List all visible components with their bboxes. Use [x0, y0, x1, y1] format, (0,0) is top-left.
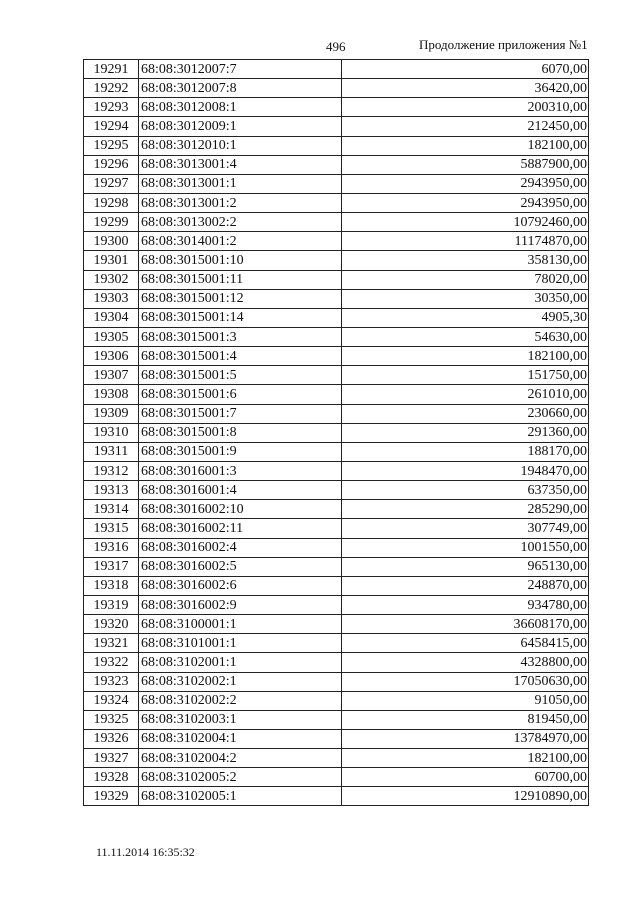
row-number-cell: 19315 [84, 519, 139, 538]
cadastral-value-cell: 6070,00 [342, 60, 589, 79]
row-number-cell: 19294 [84, 117, 139, 136]
cadastral-number-cell: 68:08:3016002:11 [139, 519, 342, 538]
cadastral-value-cell: 358130,00 [342, 251, 589, 270]
row-number-cell: 19304 [84, 308, 139, 327]
cadastral-value-cell: 2943950,00 [342, 174, 589, 193]
cadastral-number-cell: 68:08:3016002:9 [139, 595, 342, 614]
table-row [84, 366, 589, 385]
cadastral-number-cell: 68:08:3102004:1 [139, 729, 342, 748]
row-number-cell: 19307 [84, 366, 139, 385]
cadastral-number-cell: 68:08:3016002:5 [139, 557, 342, 576]
cadastral-number-cell: 68:08:3015001:12 [139, 289, 342, 308]
row-number-cell: 19313 [84, 481, 139, 500]
cadastral-number-cell: 68:08:3015001:3 [139, 327, 342, 346]
cadastral-number-cell: 68:08:3101001:1 [139, 634, 342, 653]
cadastral-number-cell: 68:08:3016001:3 [139, 461, 342, 480]
table-row [84, 691, 589, 710]
row-number-cell: 19303 [84, 289, 139, 308]
row-number-cell: 19291 [84, 60, 139, 79]
table-row [84, 442, 589, 461]
table-row [84, 672, 589, 691]
table-row [84, 557, 589, 576]
row-number-cell: 19319 [84, 595, 139, 614]
row-number-cell: 19300 [84, 232, 139, 251]
table-row [84, 576, 589, 595]
cadastral-value-cell: 36420,00 [342, 79, 589, 98]
cadastral-value-cell: 1001550,00 [342, 538, 589, 557]
table-row [84, 308, 589, 327]
table-row [84, 347, 589, 366]
cadastral-value-cell: 30350,00 [342, 289, 589, 308]
cadastral-number-cell: 68:08:3012007:7 [139, 60, 342, 79]
row-number-cell: 19329 [84, 787, 139, 806]
row-number-cell: 19326 [84, 729, 139, 748]
row-number-cell: 19295 [84, 136, 139, 155]
table-row [84, 213, 589, 232]
cadastral-number-cell: 68:08:3100001:1 [139, 615, 342, 634]
cadastral-number-cell: 68:08:3015001:14 [139, 308, 342, 327]
cadastral-number-cell: 68:08:3012010:1 [139, 136, 342, 155]
table-row [84, 481, 589, 500]
table-row [84, 595, 589, 614]
cadastral-value-cell: 91050,00 [342, 691, 589, 710]
cadastral-number-cell: 68:08:3102004:2 [139, 749, 342, 768]
table-row [84, 634, 589, 653]
cadastral-value-cell: 4328800,00 [342, 653, 589, 672]
row-number-cell: 19302 [84, 270, 139, 289]
table-row [84, 193, 589, 212]
cadastral-value-cell: 182100,00 [342, 136, 589, 155]
row-number-cell: 19296 [84, 155, 139, 174]
cadastral-number-cell: 68:08:3102001:1 [139, 653, 342, 672]
table-row [84, 327, 589, 346]
table-row [84, 729, 589, 748]
cadastral-value-cell: 188170,00 [342, 442, 589, 461]
cadastral-value-cell: 965130,00 [342, 557, 589, 576]
table-row [84, 519, 589, 538]
row-number-cell: 19310 [84, 423, 139, 442]
cadastral-number-cell: 68:08:3013001:4 [139, 155, 342, 174]
cadastral-value-cell: 261010,00 [342, 385, 589, 404]
row-number-cell: 19311 [84, 442, 139, 461]
row-number-cell: 19327 [84, 749, 139, 768]
row-number-cell: 19306 [84, 347, 139, 366]
cadastral-number-cell: 68:08:3012007:8 [139, 79, 342, 98]
cadastral-number-cell: 68:08:3015001:9 [139, 442, 342, 461]
row-number-cell: 19328 [84, 768, 139, 787]
cadastral-value-cell: 182100,00 [342, 347, 589, 366]
cadastral-value-cell: 934780,00 [342, 595, 589, 614]
row-number-cell: 19323 [84, 672, 139, 691]
cadastral-value-cell: 291360,00 [342, 423, 589, 442]
cadastral-value-cell: 11174870,00 [342, 232, 589, 251]
cadastral-value-cell: 13784970,00 [342, 729, 589, 748]
table-row [84, 117, 589, 136]
cadastral-number-cell: 68:08:3013001:1 [139, 174, 342, 193]
cadastral-value-cell: 819450,00 [342, 710, 589, 729]
cadastral-value-cell: 248870,00 [342, 576, 589, 595]
cadastral-value-cell: 230660,00 [342, 404, 589, 423]
cadastral-value-cell: 10792460,00 [342, 213, 589, 232]
row-number-cell: 19299 [84, 213, 139, 232]
cadastral-number-cell: 68:08:3015001:6 [139, 385, 342, 404]
table-row [84, 404, 589, 423]
row-number-cell: 19318 [84, 576, 139, 595]
row-number-cell: 19305 [84, 327, 139, 346]
table-row [84, 155, 589, 174]
cadastral-value-cell: 36608170,00 [342, 615, 589, 634]
cadastral-number-cell: 68:08:3016002:4 [139, 538, 342, 557]
cadastral-value-cell: 182100,00 [342, 749, 589, 768]
cadastral-number-cell: 68:08:3013001:2 [139, 193, 342, 212]
table-row [84, 174, 589, 193]
row-number-cell: 19320 [84, 615, 139, 634]
table-row [84, 461, 589, 480]
row-number-cell: 19322 [84, 653, 139, 672]
row-number-cell: 19309 [84, 404, 139, 423]
table-row [84, 79, 589, 98]
table-row [84, 653, 589, 672]
table-row [84, 710, 589, 729]
cadastral-number-cell: 68:08:3102002:2 [139, 691, 342, 710]
table-row [84, 749, 589, 768]
cadastral-number-cell: 68:08:3102005:2 [139, 768, 342, 787]
row-number-cell: 19314 [84, 500, 139, 519]
cadastral-number-cell: 68:08:3014001:2 [139, 232, 342, 251]
row-number-cell: 19321 [84, 634, 139, 653]
table-row [84, 270, 589, 289]
cadastral-number-cell: 68:08:3015001:5 [139, 366, 342, 385]
cadastral-value-cell: 54630,00 [342, 327, 589, 346]
table-row [84, 538, 589, 557]
cadastral-number-cell: 68:08:3015001:10 [139, 251, 342, 270]
cadastral-value-cell: 2943950,00 [342, 193, 589, 212]
cadastral-number-cell: 68:08:3013002:2 [139, 213, 342, 232]
cadastral-value-cell: 1948470,00 [342, 461, 589, 480]
cadastral-number-cell: 68:08:3015001:4 [139, 347, 342, 366]
cadastral-number-cell: 68:08:3012008:1 [139, 98, 342, 117]
cadastral-number-cell: 68:08:3012009:1 [139, 117, 342, 136]
row-number-cell: 19297 [84, 174, 139, 193]
cadastral-value-cell: 17050630,00 [342, 672, 589, 691]
row-number-cell: 19292 [84, 79, 139, 98]
row-number-cell: 19293 [84, 98, 139, 117]
table-row [84, 768, 589, 787]
cadastral-value-cell: 151750,00 [342, 366, 589, 385]
page-number: 496 [326, 39, 346, 54]
table-row [84, 232, 589, 251]
cadastral-value-cell: 78020,00 [342, 270, 589, 289]
table-row [84, 98, 589, 117]
print-timestamp: 11.11.2014 16:35:32 [96, 845, 195, 859]
cadastral-number-cell: 68:08:3016001:4 [139, 481, 342, 500]
cadastral-value-cell: 212450,00 [342, 117, 589, 136]
row-number-cell: 19325 [84, 710, 139, 729]
cadastral-value-cell: 200310,00 [342, 98, 589, 117]
row-number-cell: 19308 [84, 385, 139, 404]
cadastral-value-cell: 307749,00 [342, 519, 589, 538]
cadastral-value-cell: 637350,00 [342, 481, 589, 500]
table-row [84, 60, 589, 79]
cadastral-value-table [83, 59, 589, 806]
cadastral-number-cell: 68:08:3016002:10 [139, 500, 342, 519]
row-number-cell: 19301 [84, 251, 139, 270]
cadastral-value-cell: 4905,30 [342, 308, 589, 327]
table-row [84, 385, 589, 404]
table-row [84, 136, 589, 155]
table-row [84, 423, 589, 442]
appendix-note: Продолжение приложения №1 [419, 37, 588, 52]
table-row [84, 615, 589, 634]
cadastral-value-cell: 12910890,00 [342, 787, 589, 806]
cadastral-number-cell: 68:08:3102002:1 [139, 672, 342, 691]
cadastral-number-cell: 68:08:3102005:1 [139, 787, 342, 806]
cadastral-value-cell: 60700,00 [342, 768, 589, 787]
row-number-cell: 19317 [84, 557, 139, 576]
cadastral-number-cell: 68:08:3016002:6 [139, 576, 342, 595]
cadastral-number-cell: 68:08:3015001:7 [139, 404, 342, 423]
table-row [84, 289, 589, 308]
table-row [84, 500, 589, 519]
cadastral-number-cell: 68:08:3102003:1 [139, 710, 342, 729]
table-row [84, 251, 589, 270]
table-row [84, 787, 589, 806]
row-number-cell: 19316 [84, 538, 139, 557]
row-number-cell: 19312 [84, 461, 139, 480]
cadastral-value-cell: 5887900,00 [342, 155, 589, 174]
row-number-cell: 19298 [84, 193, 139, 212]
cadastral-number-cell: 68:08:3015001:11 [139, 270, 342, 289]
table-body [84, 60, 589, 806]
cadastral-value-cell: 6458415,00 [342, 634, 589, 653]
cadastral-number-cell: 68:08:3015001:8 [139, 423, 342, 442]
cadastral-value-cell: 285290,00 [342, 500, 589, 519]
row-number-cell: 19324 [84, 691, 139, 710]
